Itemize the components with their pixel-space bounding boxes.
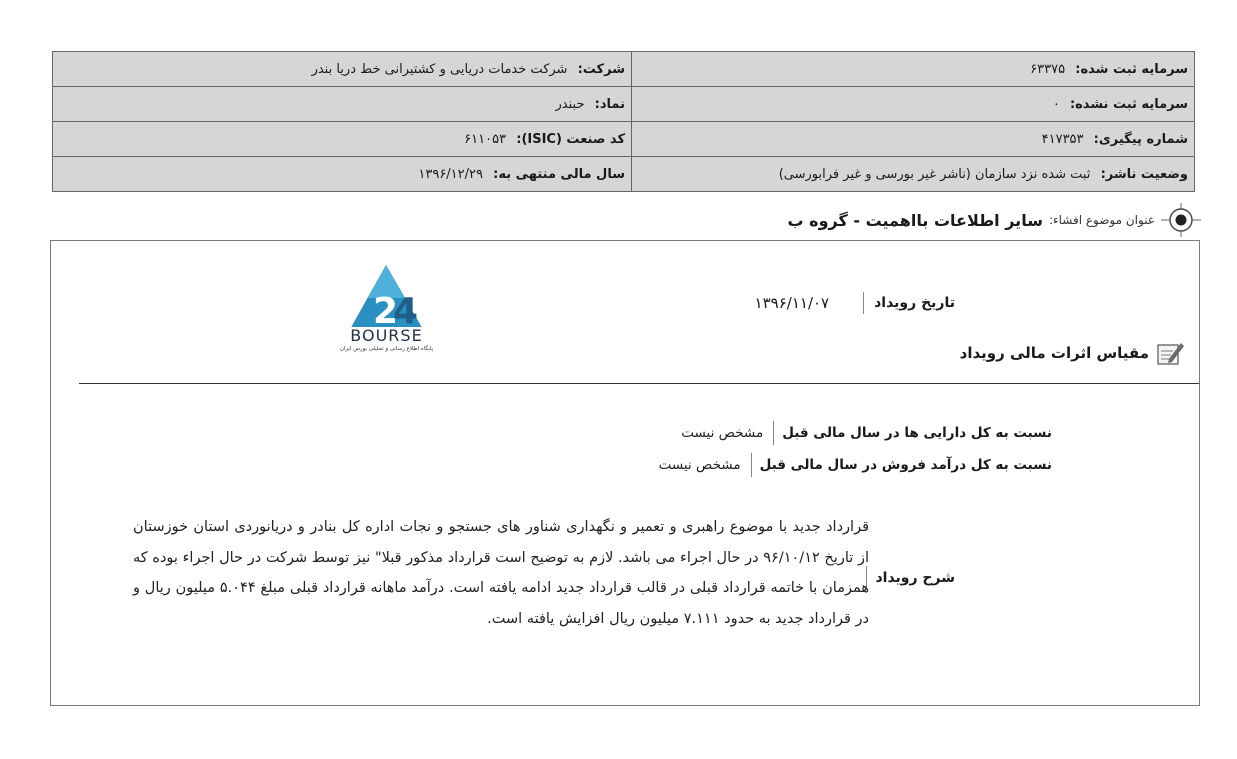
unregistered-capital-label: سرمایه ثبت نشده: — [1069, 96, 1188, 112]
isic-cell — [53, 122, 632, 157]
ratio-label: نسبت به کل درآمد فروش در سال مالی قبل — [751, 453, 1052, 477]
fiscal-year-cell — [53, 157, 632, 192]
info-row — [53, 52, 1195, 87]
svg-text:2: 2 — [373, 291, 399, 327]
impact-title: مقیاس اثرات مالی رویداد — [959, 344, 1149, 362]
logo-triangle-icon — [321, 243, 452, 327]
publisher-status-value: ثبت شده نزد سازمان (ناشر غیر بورسی و غیر فرابورسی) — [778, 166, 1091, 182]
disclosure-subject — [788, 203, 1202, 237]
tracking-label: شماره پیگیری: — [1093, 131, 1188, 147]
company-label: شرکت: — [577, 61, 625, 77]
info-row — [53, 122, 1195, 157]
symbol-cell — [53, 87, 632, 122]
info-row — [53, 87, 1195, 122]
unregistered-capital-value: ۰ — [1052, 96, 1060, 112]
company-info-table — [52, 51, 1195, 192]
subject-title: سایر اطلاعات بااهمیت - گروه ب — [787, 210, 1043, 230]
fiscal-year-label: سال مالی منتهی به: — [493, 166, 625, 182]
registered-capital-cell — [632, 52, 1195, 87]
ratio-row-assets — [681, 421, 1052, 445]
info-row — [53, 157, 1195, 192]
isic-value: ۶۱۱۰۵۳ — [464, 131, 507, 147]
event-date-label: تاریخ رویداد — [863, 292, 955, 314]
target-icon — [1161, 203, 1201, 237]
tracking-value: ۴۱۷۳۵۳ — [1041, 131, 1084, 147]
publisher-status-cell — [632, 157, 1195, 192]
edit-note-icon — [1155, 339, 1185, 367]
subject-prefix: عنوان موضوع افشاء: — [1048, 213, 1155, 227]
company-value: شرکت خدمات دریایی و کشتیرانی خط دریا بندر — [311, 61, 568, 77]
event-date-value: ۱۳۹۶/۱۱/۰۷ — [754, 294, 830, 312]
isic-label: کد صنعت (ISIC): — [516, 131, 625, 147]
bourse-logo — [321, 243, 452, 370]
svg-text:4: 4 — [393, 291, 419, 327]
ratio-row-revenue — [659, 453, 1052, 477]
publisher-status-label: وضعیت ناشر: — [1100, 166, 1188, 182]
registered-capital-value: ۶۳۳۷۵ — [1030, 61, 1066, 77]
fiscal-year-value: ۱۳۹۶/۱۲/۲۹ — [418, 166, 483, 182]
unregistered-capital-cell — [632, 87, 1195, 122]
impact-heading — [960, 339, 1185, 367]
logo-tagline: پایگاه اطلاع رسانی و تحلیلی بورس ایران — [339, 346, 434, 352]
description-text: قرارداد جدید با موضوع راهبری و تعمیر و نگهداری شناور های جستجو و نجات اداره کل بنادر و دریانوردی استان خوزستان از تاریخ ۹۶/۱۰/۱۲ در حال اجراء می باشد. لازم به توضیح است قرارداد مذکور قبلا" نیز توسط شرکت در حال اجراء بوده که همزمان با خاتمه قرارداد قبلی در قالب قرارداد جدید ادامه یافته است. درآمد ماهانه قرارداد قبلی مبلغ ۵.۰۴۴ میلیون ریال و در قرارداد جدید به حدود ۷.۱۱۱ میلیون ریال افزایش یافته است. — [133, 519, 870, 627]
tracking-cell — [632, 122, 1195, 157]
ratio-value: مشخص نیست — [681, 425, 764, 441]
symbol-value: حبندر — [555, 96, 585, 112]
ratio-value: مشخص نیست — [658, 457, 741, 473]
logo-word: BOURSE — [350, 326, 423, 345]
registered-capital-label: سرمایه ثبت شده: — [1075, 61, 1188, 77]
description-label: شرح رویداد — [866, 566, 955, 590]
company-cell — [53, 52, 632, 87]
ratio-label: نسبت به کل دارایی ها در سال مالی قبل — [773, 421, 1052, 445]
symbol-label: نماد: — [594, 96, 625, 112]
event-date-row — [755, 292, 955, 314]
section-divider — [79, 383, 1199, 384]
